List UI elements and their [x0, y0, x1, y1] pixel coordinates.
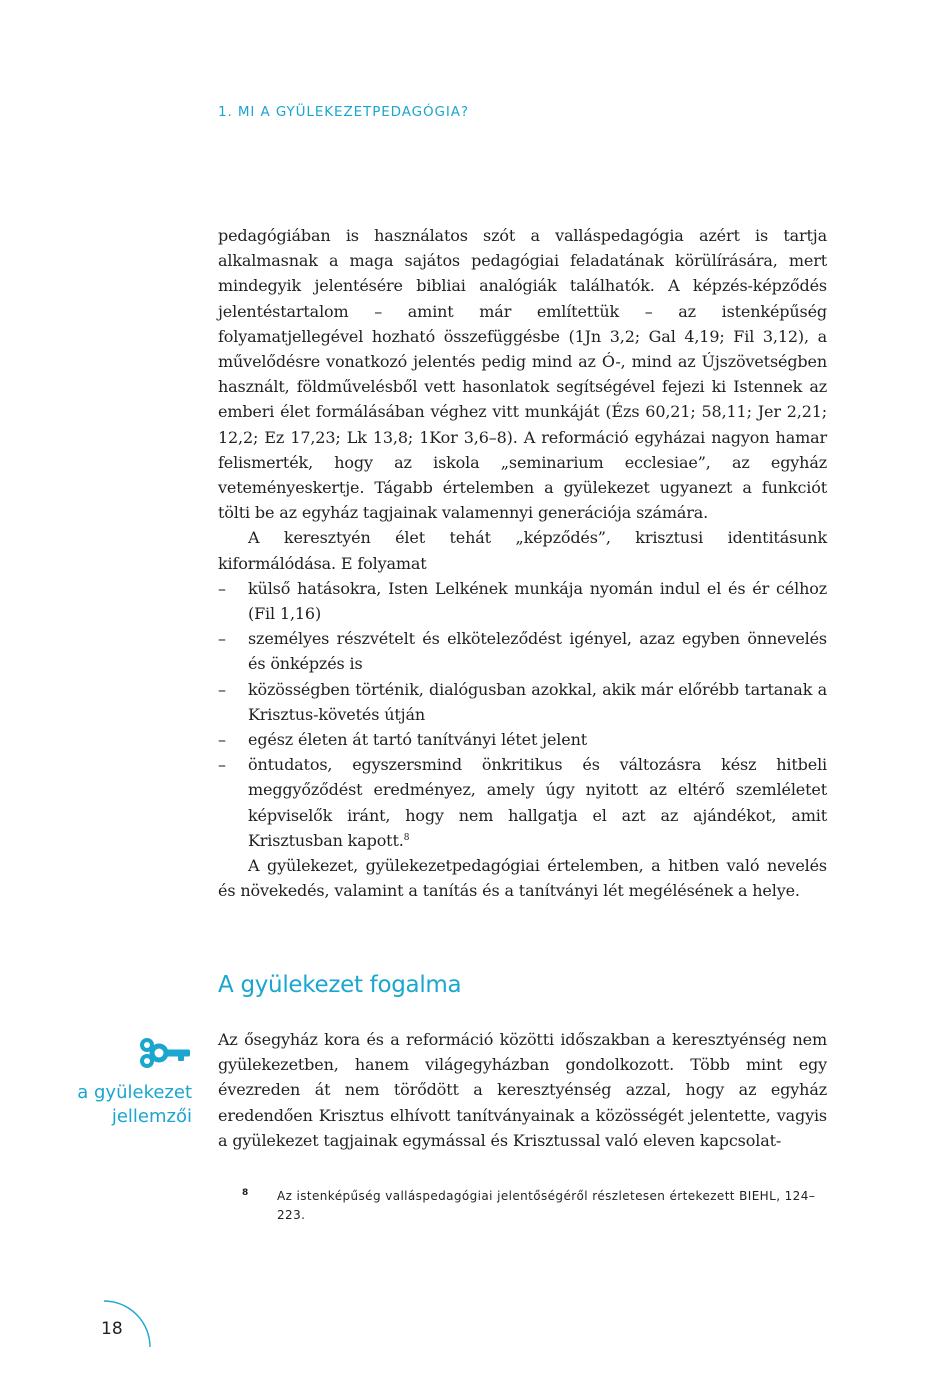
footnote-text: Az istenképűség valláspedagógiai jelentőségéről részletesen értekezett BIEHL, 124–223. [277, 1189, 816, 1222]
section-title: A gyülekezet fogalma [218, 972, 462, 998]
list-item-text: egész életen át tartó tanítványi létet jelent [248, 730, 588, 750]
dash-list [218, 576, 827, 853]
list-item-text: közösségben történik, dialógusban azokkal, akik már előrébb tartanak a Krisztus-követés útján [248, 679, 827, 724]
footnote [242, 1187, 827, 1225]
margin-note [40, 1034, 192, 1129]
list-item-text: személyes részvételt és elköteleződést igényel, azaz egyben önnevelés és önképzés is [248, 629, 827, 674]
list-item [218, 576, 827, 626]
list-item [218, 727, 827, 752]
page-number: 18 [101, 1319, 123, 1339]
list-item-text: öntudatos, egyszersmind önkritikus és változásra kész hitbeli meggyőződést eredményez, amely úgy nyitott az eltérő szemléletet képviselők iránt, hogy nem hallgatja el azt az ajándékot, amit Krisztusban kapott. [248, 755, 827, 850]
footnote-number: 8 [242, 1188, 249, 1198]
footnote-reference[interactable]: 8 [403, 832, 410, 843]
list-item [218, 677, 827, 727]
body-text [218, 223, 827, 903]
dash-marker: – [218, 578, 226, 598]
margin-label-line: a gyülekezet [77, 1082, 192, 1103]
key-icon [138, 1034, 192, 1074]
dash-marker: – [218, 755, 226, 775]
margin-label [40, 1081, 192, 1129]
list-item [218, 626, 827, 676]
running-head: 1. MI A GYÜLEKEZETPEDAGÓGIA? [218, 104, 469, 120]
dash-marker: – [218, 629, 226, 649]
margin-label-line: jellemzői [111, 1106, 192, 1127]
paragraph: Az ősegyház kora és a reformáció közötti időszakban a keresztyénség nem gyülekezetben, hanem világegyházban gondolkozott. Több mint egy évezreden át nem törődött a keresztyénség azzal, hogy az egyház eredendően Krisztus elhívott tanítványainak a közösségét jelentette, vagyis a gyülekezet tagjainak egymással és Krisztussal való eleven kapcsolat- [218, 1030, 827, 1150]
body-text [218, 1027, 827, 1153]
paragraph: A keresztyén élet tehát „képződés”, krisztusi identitásunk kiformálódása. E folyamat [218, 528, 827, 573]
list-item-text: külső hatásokra, Isten Lelkének munkája nyomán indul el és ér célhoz (Fil 1,16) [248, 578, 827, 624]
dash-marker: – [218, 730, 226, 750]
paragraph: pedagógiában is használatos szót a valláspedagógia azért is tartja alkalmasnak a maga sajátos pedagógiai feladatának körülírására, mert mindegyik jelentésére bibliai analógiák találhatók. A képzés-képződés jelentéstartalom – amint már említettük – az istenképűség folyamatjellegével hozható összefüggésbe (1Jn 3,2; Gal 4,19; Fil 3,12), a művelődésre vonatkozó jelentés pedig mind az Ó-, mind az Újszövetségben használt, földművelésből vett hasonlatok segítségével fejezi ki Istennek az emberi élet formálásában véghez vitt munkáját (Ézs 60,21; 58,11; Jer 2,21; 12,2; Ez 17,23; Lk 13,8; 1Kor 3,6–8). A reformáció egyházai nagyon hamar felismerték, hogy az iskola „seminarium ecclesiae”, az egyház veteményeskertje. Tágabb értelemben a gyülekezet ugyanezt a funkciót tölti be az egyház tagjainak valamennyi generációja számára. [218, 226, 827, 523]
paragraph: A gyülekezet, gyülekezetpedagógiai értelemben, a hitben való nevelés és növekedés, valamint a tanítás és a tanítványi lét megélésének a helye. [218, 856, 827, 901]
dash-marker: – [218, 679, 226, 699]
list-item [218, 752, 827, 853]
